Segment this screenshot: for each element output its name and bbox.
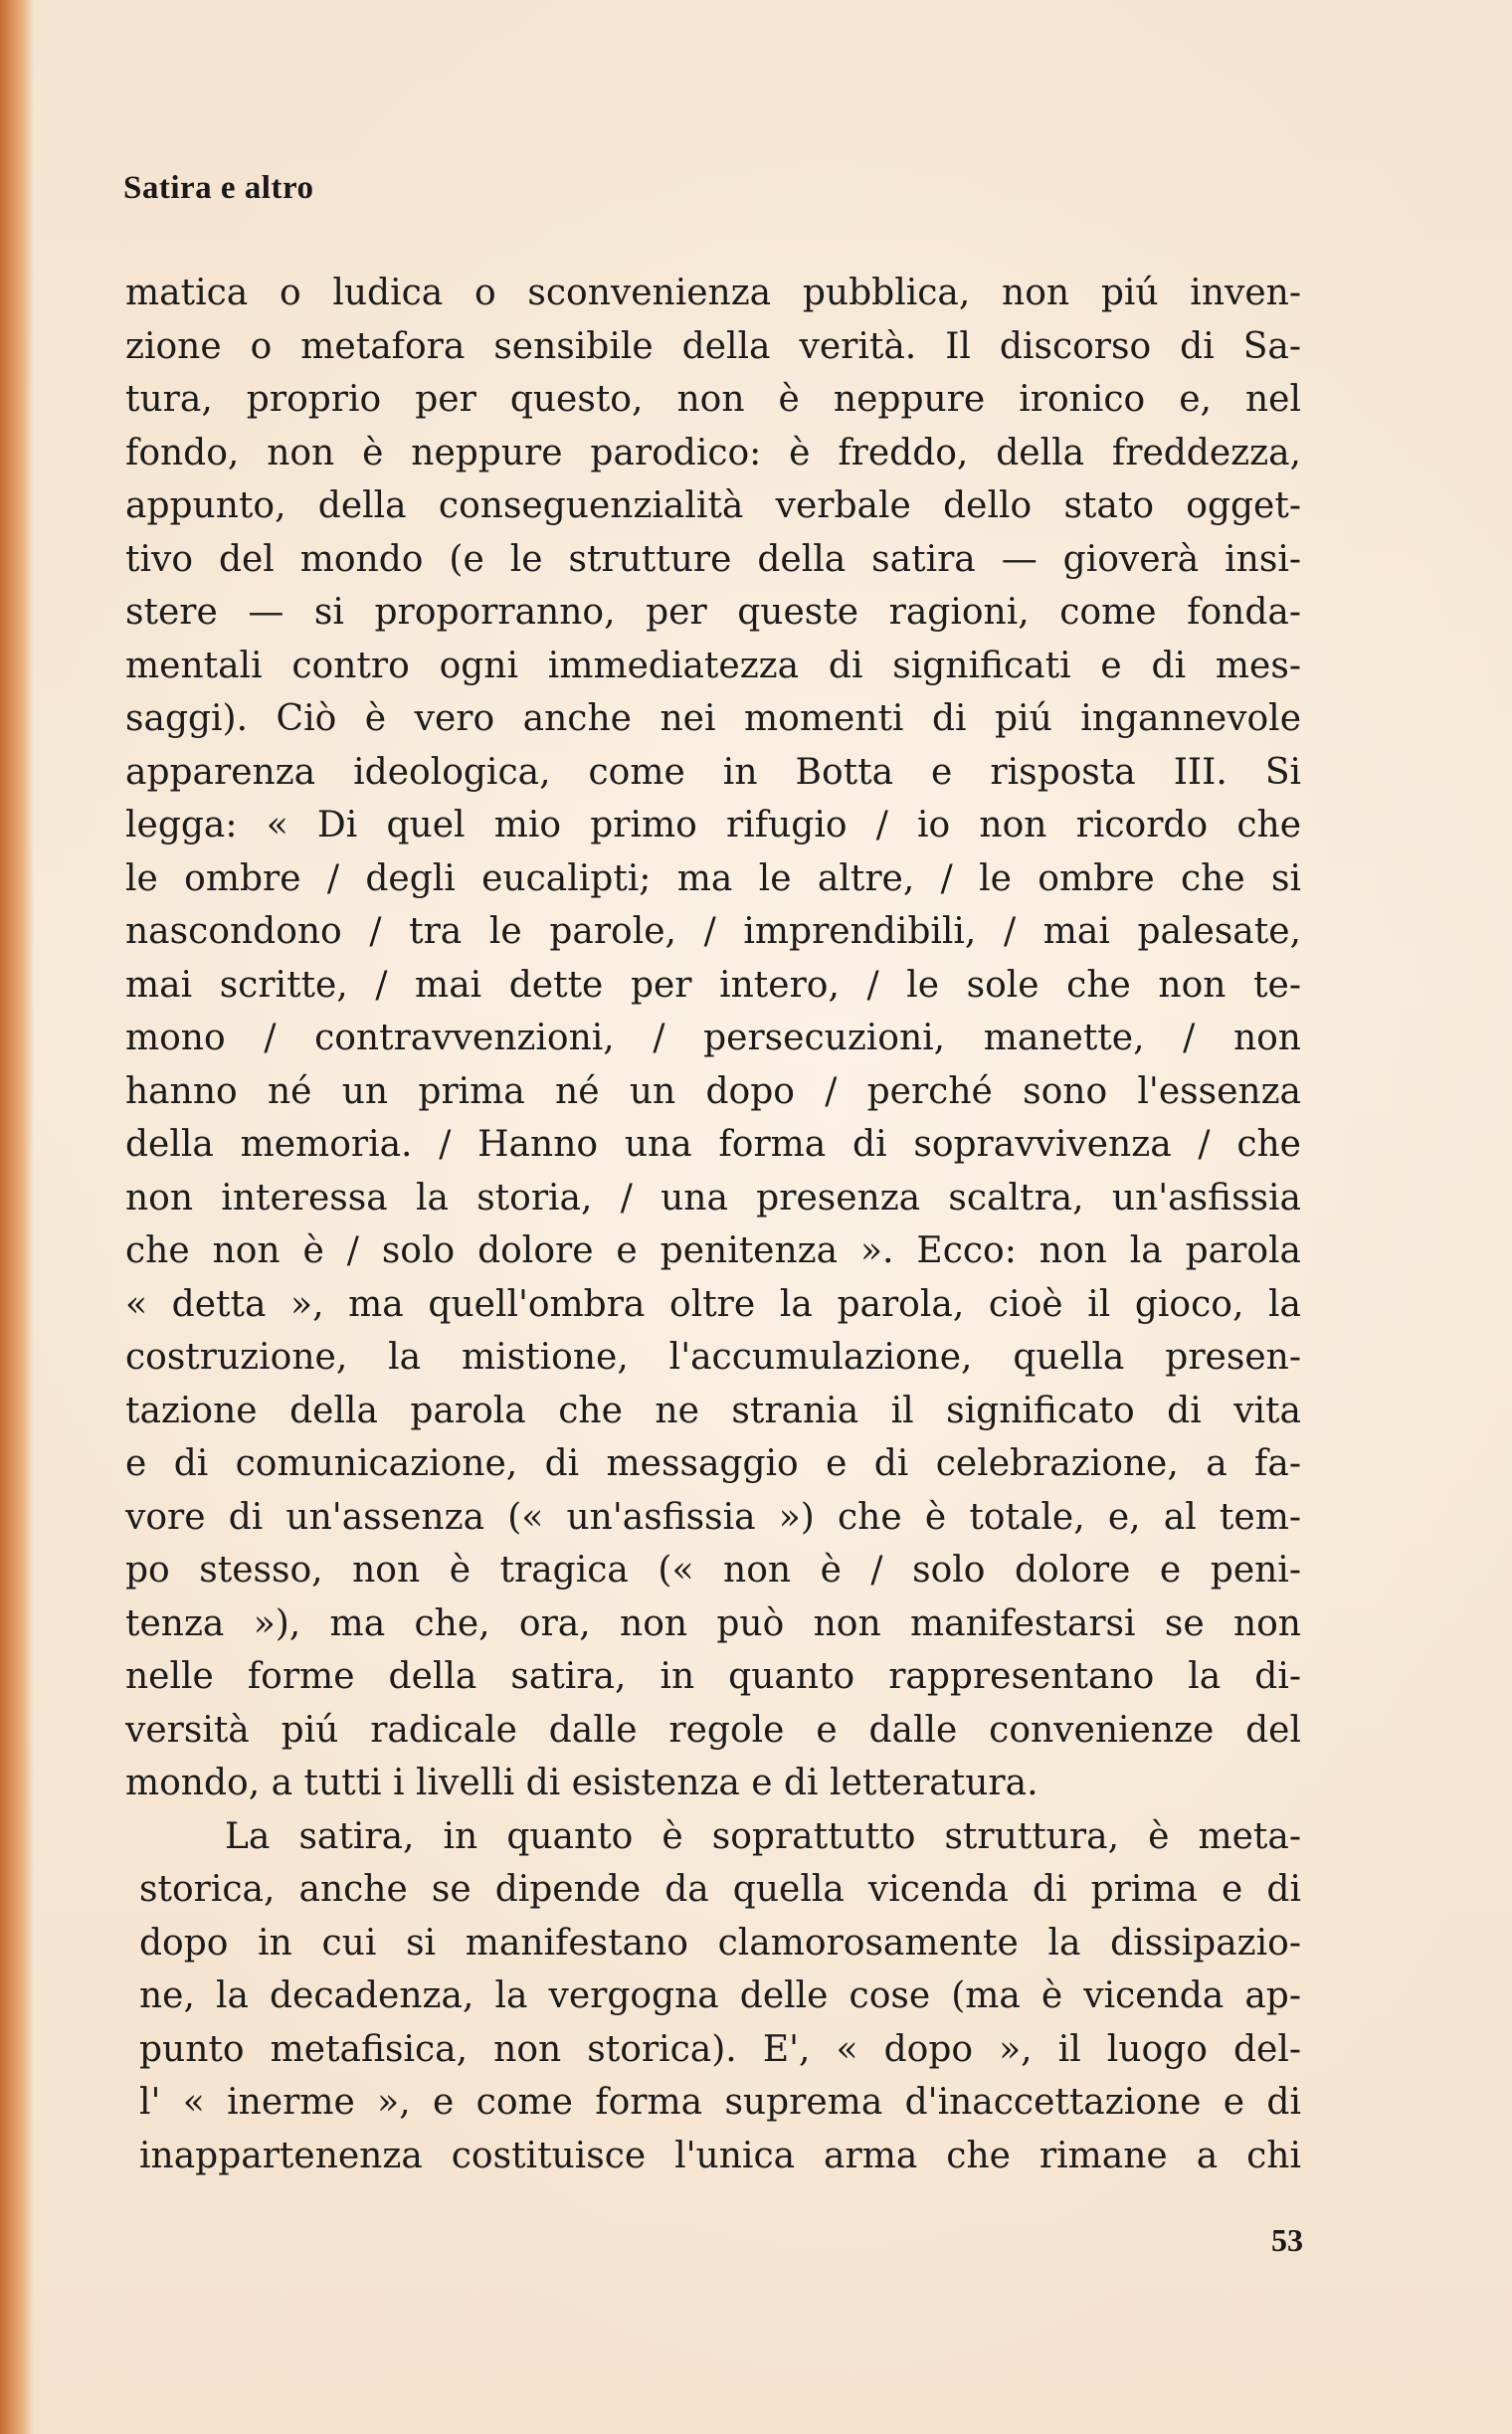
text-line: punto metafisica, non storica). E', « dopo », il luogo del- <box>139 2028 1301 2070</box>
text-line: fondo, non è neppure parodico: è freddo, della freddezza, <box>125 432 1301 473</box>
text-line: « detta », ma quell'ombra oltre la parola, cioè il gioco, la <box>125 1283 1301 1325</box>
text-line: mondo, a tutti i livelli di esistenza e di letteratura. <box>125 1763 1039 1803</box>
text-line: tazione della parola che ne strania il significato di vita <box>125 1390 1301 1431</box>
text-line: nelle forme della satira, in quanto rappresentano la di- <box>125 1656 1301 1697</box>
text-line: stere — si proporranno, per queste ragioni, come fonda- <box>125 592 1301 633</box>
text-line: po stesso, non è tragica (« non è / solo dolore e peni- <box>125 1550 1301 1591</box>
text-line: mono / contravvenzioni, / persecuzioni, manette, / non <box>125 1018 1301 1058</box>
text-line: legga: « Di quel mio primo rifugio / io non ricordo che <box>125 805 1301 845</box>
text-line: hanno né un prima né un dopo / perché sono l'essenza <box>125 1070 1301 1112</box>
text-line: mentali contro ogni immediatezza di significati e di mes- <box>125 645 1301 686</box>
text-line: tura, proprio per questo, non è neppure ironico e, nel <box>125 379 1301 420</box>
text-line: versità piú radicale dalle regole e dalle convenienze del <box>125 1709 1301 1751</box>
text-line: mai scritte, / mai dette per intero, / le sole che non te- <box>125 964 1301 1006</box>
text-line: zione o metafora sensibile della verità. Il discorso di Sa- <box>125 325 1301 367</box>
text-line: tivo del mondo (e le strutture della satira — gioverà insi- <box>125 538 1301 580</box>
text-line: l' « inerme », e come forma suprema d'inaccettazione e di <box>139 2082 1301 2123</box>
text-line: e di comunicazione, di messaggio e di celebrazione, a fa- <box>125 1443 1301 1484</box>
paragraph-first-line: La satira, in quanto è soprattutto struttura, è meta- <box>225 1815 1301 1857</box>
text-line: matica o ludica o sconvenienza pubblica, non piú inven- <box>125 273 1301 313</box>
text-line: dopo in cui si manifestano clamorosamente la dissipazio- <box>139 1922 1301 1964</box>
text-line: che non è / solo dolore e penitenza ». Ecco: non la parola <box>125 1230 1301 1271</box>
text-line: apparenza ideologica, come in Botta e risposta III. Si <box>125 751 1301 793</box>
body-text <box>125 267 1301 2182</box>
text-line: storica, anche se dipende da quella vicenda di prima e di <box>139 1869 1301 1910</box>
text-line: costruzione, la mistione, l'accumulazione, quella presen- <box>125 1337 1301 1378</box>
text-line: nascondono / tra le parole, / imprendibili, / mai palesate, <box>125 911 1301 952</box>
text-line: vore di un'assenza (« un'asfissia ») che è totale, e, al tem- <box>125 1496 1301 1538</box>
text-line: le ombre / degli eucalipti; ma le altre, / le ombre che si <box>125 857 1301 899</box>
text-line: appunto, della conseguenzialità verbale dello stato ogget- <box>125 485 1301 526</box>
page-spine-edge <box>0 0 34 2434</box>
page-number: 53 <box>1271 2222 1303 2258</box>
text-line: ne, la decadenza, la vergogna delle cose (ma è vicenda ap- <box>139 1975 1301 2016</box>
text-line: inappartenenza costituisce l'unica arma che rimane a chi <box>139 2135 1301 2176</box>
text-line: non interessa la storia, / una presenza scaltra, un'asfissia <box>125 1177 1301 1218</box>
text-line: della memoria. / Hanno una forma di sopravvivenza / che <box>125 1124 1301 1165</box>
text-line: tenza »), ma che, ora, non può non manifestarsi se non <box>125 1602 1301 1644</box>
running-head-title: Satira e altro <box>123 170 314 206</box>
text-line: saggi). Ciò è vero anche nei momenti di piú ingannevole <box>125 698 1301 739</box>
